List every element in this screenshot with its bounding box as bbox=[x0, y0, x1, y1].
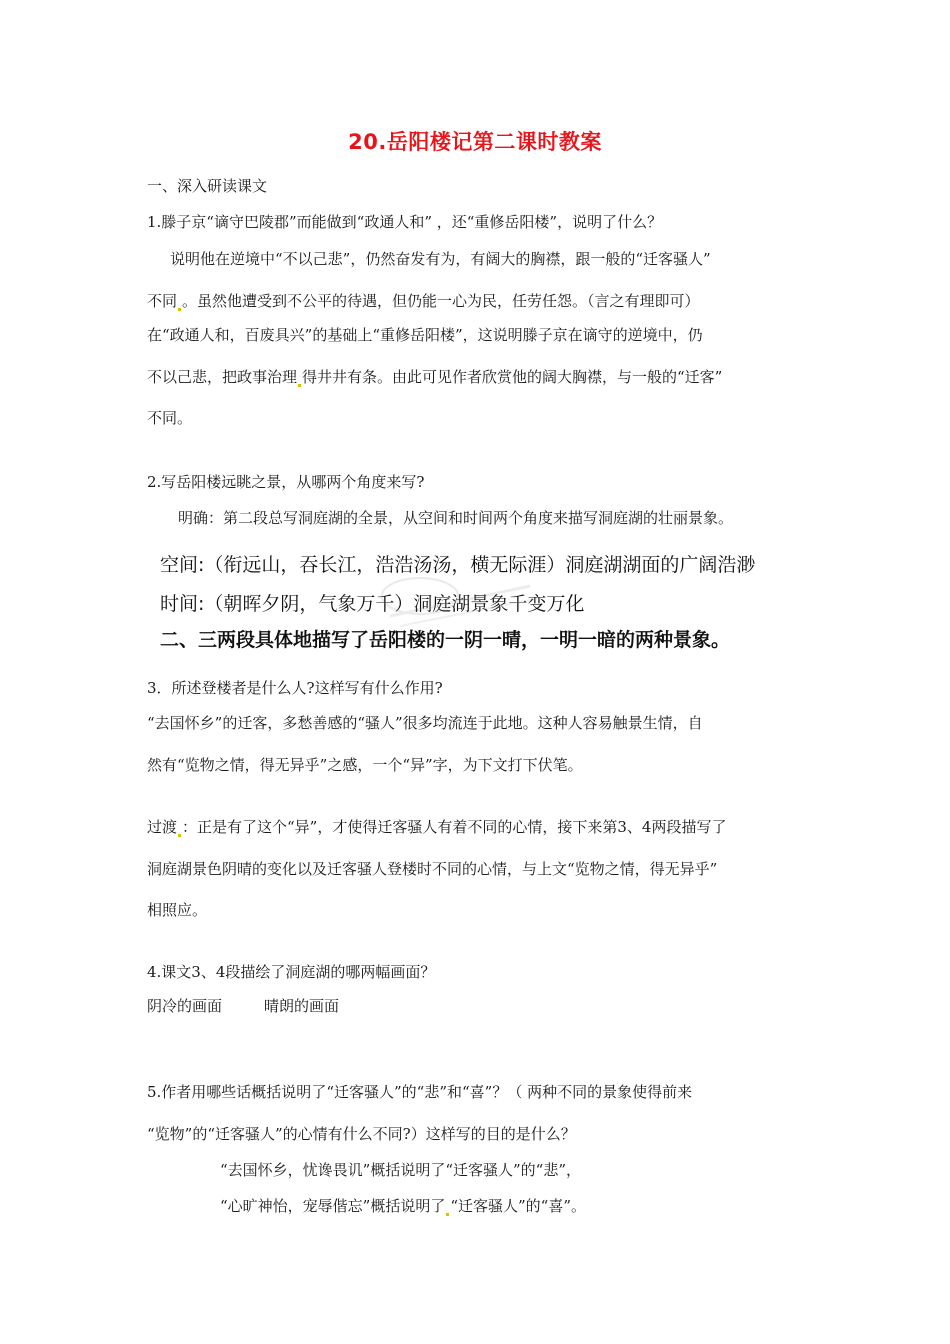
answer-1-line-3: 在“政通人和，百废具兴”的基础上“重修岳阳楼”，这说明滕子京在谪守的逆境中，仍 bbox=[147, 326, 703, 344]
answer-1-line-4-start: 不以己悲，把政事治理 bbox=[147, 368, 298, 386]
answer-1-line-2-rest: 。虽然他遭受到不公平的待遇，但仍能一心为民，任劳任怨。（言之有理即可） bbox=[182, 292, 700, 310]
question-1: 1.滕子京“谪守巴陵郡”而能做到“政通人和” ，还“重修岳阳楼”，说明了什么？ bbox=[147, 213, 663, 231]
marker-dot bbox=[298, 384, 301, 387]
question-3: 3．所述登楼者是什么人?这样写有什么作用? bbox=[147, 679, 443, 697]
page-title: 20.岳阳楼记第二课时教案 bbox=[348, 130, 602, 154]
transition-line-3: 相照应。 bbox=[147, 901, 208, 919]
answer-1-line-2 bbox=[147, 291, 700, 311]
question-5-line-2: “览物”的“迁客骚人”的心情有什么不同?）这样写的目的是什么？ bbox=[147, 1125, 576, 1143]
answer-5-line-1: “去国怀乡，忧谗畏讥”概括说明了“迁客骚人”的“悲”， bbox=[220, 1161, 582, 1179]
marker-dot bbox=[446, 1213, 449, 1216]
answer-1-line-4-rest: 得井井有条。由此可见作者欣赏他的阔大胸襟，与一般的“迁客” bbox=[302, 368, 723, 386]
scene-summary-line: 二、三两段具体地描写了岳阳楼的一阴一晴，一明一暗的两种景象。 bbox=[160, 629, 731, 651]
answer-3-line-1: “去国怀乡”的迁客，多愁善感的“骚人”很多均流连于此地。这种人容易触景生情，自 bbox=[147, 714, 703, 732]
question-4: 4.课文3、4段描绘了洞庭湖的哪两幅画面？ bbox=[147, 963, 436, 981]
answer-1-line-5: 不同。 bbox=[147, 409, 193, 427]
space-angle-line: 空间:（衔远山，吞长江，浩浩汤汤，横无际涯）洞庭湖湖面的广阔浩渺 bbox=[160, 554, 756, 576]
answer-4-right: 晴朗的画面 bbox=[264, 997, 340, 1015]
marker-dot bbox=[178, 834, 181, 837]
answer-3-line-2: 然有“览物之情，得无异乎”之感，一个“异”字，为下文打下伏笔。 bbox=[147, 756, 583, 774]
question-2: 2.写岳阳楼远眺之景，从哪两个角度来写? bbox=[147, 473, 425, 491]
answer-1-line-1: 说明他在逆境中“不以己悲”，仍然奋发有为，有阔大的胸襟，跟一般的“迁客骚人” bbox=[170, 250, 711, 268]
answer-5-line-2-rest: “迁客骚人”的“喜”。 bbox=[450, 1197, 587, 1215]
answer-1-line-2-start: 不同 bbox=[147, 292, 178, 310]
transition-text: ：正是有了这个“异”，才使得迁客骚人有着不同的心情，接下来第3、4两段描写了 bbox=[182, 818, 727, 836]
transition-label: 过渡 bbox=[147, 818, 178, 836]
answer-1-line-4 bbox=[147, 367, 722, 387]
answer-4 bbox=[147, 996, 339, 1016]
section-heading: 一、深入研读课文 bbox=[147, 177, 268, 195]
answer-4-left: 阴冷的画面 bbox=[147, 997, 223, 1015]
answer-5-line-2 bbox=[220, 1196, 586, 1216]
transition-line-2: 洞庭湖景色阴晴的变化以及迁客骚人登楼时不同的心情，与上文“览物之情，得无异乎” bbox=[147, 860, 718, 878]
answer-2: 明确：第二段总写洞庭湖的全景，从空间和时间两个角度来描写洞庭湖的壮丽景象。 bbox=[178, 509, 734, 527]
transition-line-1 bbox=[147, 817, 726, 837]
time-angle-line: 时间:（朝晖夕阴，气象万千）洞庭湖景象千变万化 bbox=[160, 593, 585, 615]
question-5-line-1: 5.作者用哪些话概括说明了“迁客骚人”的“悲”和“喜”？（ 两种不同的景象使得前来 bbox=[147, 1083, 693, 1101]
watermark-stamp bbox=[360, 566, 560, 636]
marker-dot bbox=[178, 308, 181, 311]
answer-5-line-2-start: “心旷神怡，宠辱偕忘”概括说明了 bbox=[220, 1197, 446, 1215]
